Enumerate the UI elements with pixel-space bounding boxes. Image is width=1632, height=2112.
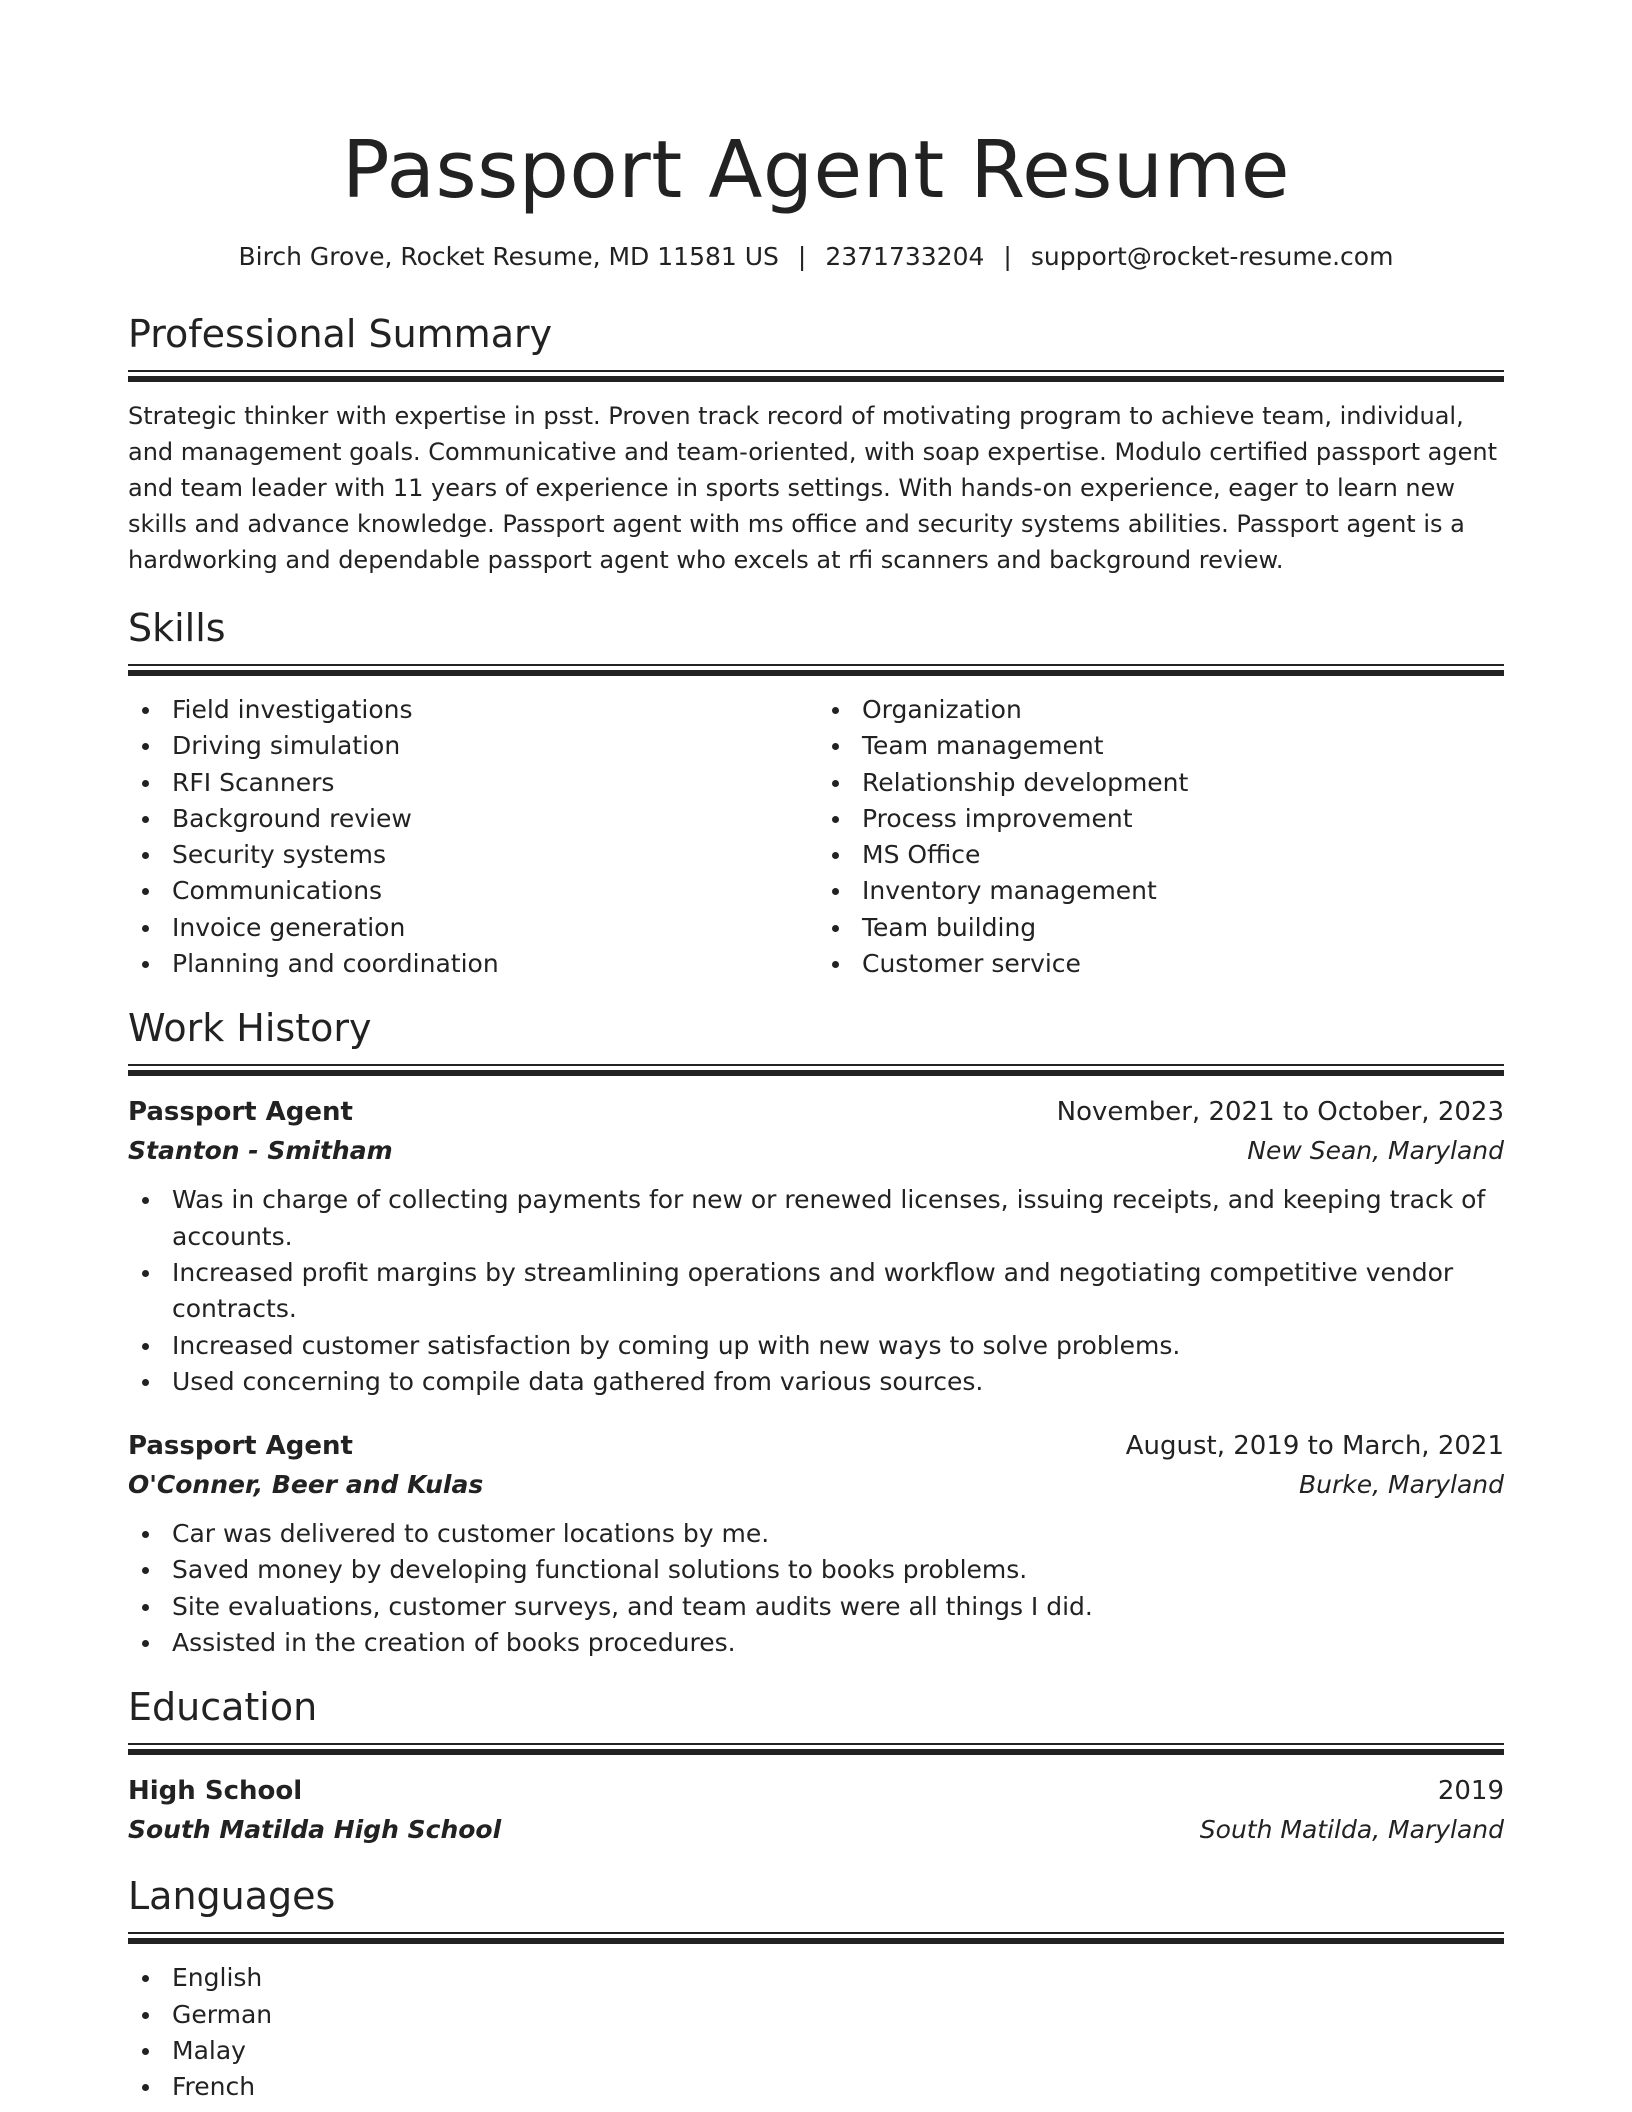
skill-item: Relationship development xyxy=(818,765,1504,801)
skills-section xyxy=(128,604,1504,982)
skill-item: Field investigations xyxy=(128,692,814,728)
job-bullet: Assisted in the creation of books procedures. xyxy=(128,1625,1504,1661)
language-item: English xyxy=(128,1960,1504,1996)
job-title: Passport Agent xyxy=(128,1097,353,1128)
job-company: O'Conner, Beer and Kulas xyxy=(128,1470,484,1500)
summary-text: Strategic thinker with expertise in psst. Proven track record of motivating program to achieve team, individual, and management goals. Communicative and team-oriented, with soap expertise. Modulo certified passport agent and team leader with 11 years of experience in sports settings. With hands-on experience, eager to learn new skills and advance knowledge. Passport agent with ms office and security systems abilities. Passport agent is a hardworking and dependable passport agent who excels at rfi scanners and background review. xyxy=(128,402,1498,574)
job-dates: August, 2019 to March, 2021 xyxy=(1125,1431,1504,1462)
skill-item: Planning and coordination xyxy=(128,946,814,982)
job-entry xyxy=(128,1427,1504,1661)
job-bullet: Was in charge of collecting payments for new or renewed licenses, issuing receipts, and keeping track of accounts. xyxy=(128,1182,1504,1255)
skill-item: MS Office xyxy=(818,837,1504,873)
job-bullet: Used concerning to compile data gathered from various sources. xyxy=(128,1364,1504,1400)
section-divider xyxy=(128,1064,1504,1076)
language-item: French xyxy=(128,2069,1504,2105)
skill-item: Team building xyxy=(818,910,1504,946)
email: support@rocket-resume.com xyxy=(1030,242,1394,271)
section-title-work-history: Work History xyxy=(128,1006,372,1051)
job-header xyxy=(128,1093,1504,1131)
education-section xyxy=(128,1683,1504,1850)
phone: 2371733204 xyxy=(825,242,985,271)
skill-item: Security systems xyxy=(128,837,814,873)
job-bullet: Increased customer satisfaction by coming up with new ways to solve problems. xyxy=(128,1328,1504,1364)
skill-item: Process improvement xyxy=(818,801,1504,837)
education-year: 2019 xyxy=(1437,1776,1504,1807)
section-title-education: Education xyxy=(128,1685,318,1730)
skills-list-left xyxy=(128,692,814,982)
language-item: Malay xyxy=(128,2033,1504,2069)
education-school: South Matilda High School xyxy=(128,1815,502,1845)
job-location: New Sean, Maryland xyxy=(1247,1136,1504,1166)
skill-item: Customer service xyxy=(818,946,1504,982)
skill-item: RFI Scanners xyxy=(128,765,814,801)
skill-item: Inventory management xyxy=(818,873,1504,909)
languages-section xyxy=(128,1872,1504,2105)
section-divider xyxy=(128,370,1504,382)
section-divider xyxy=(128,664,1504,676)
skill-item: Team management xyxy=(818,728,1504,764)
languages-list xyxy=(128,1960,1504,2105)
contact-separator: | xyxy=(797,242,807,271)
education-subheader xyxy=(128,1810,1504,1850)
skill-item: Background review xyxy=(128,801,814,837)
summary-section xyxy=(128,310,1504,578)
job-subheader xyxy=(128,1465,1504,1505)
resume-title: Passport Agent Resume xyxy=(341,124,1291,216)
section-divider xyxy=(128,1932,1504,1944)
section-divider xyxy=(128,1743,1504,1755)
skills-list-right xyxy=(814,692,1504,982)
job-subheader xyxy=(128,1131,1504,1171)
job-bullets xyxy=(128,1182,1504,1400)
job-company: Stanton - Smitham xyxy=(128,1136,393,1166)
job-header xyxy=(128,1427,1504,1465)
education-location: South Matilda, Maryland xyxy=(1199,1815,1504,1845)
job-title: Passport Agent xyxy=(128,1431,353,1462)
job-bullets xyxy=(128,1516,1504,1661)
education-degree: High School xyxy=(128,1776,303,1807)
education-header xyxy=(128,1772,1504,1810)
contact-separator: | xyxy=(1003,242,1012,271)
job-entry xyxy=(128,1093,1504,1400)
skill-item: Communications xyxy=(128,873,814,909)
job-bullet: Increased profit margins by streamlining operations and workflow and negotiating competitive vendor contracts. xyxy=(128,1255,1504,1328)
section-title-skills: Skills xyxy=(128,606,226,650)
job-bullet: Site evaluations, customer surveys, and team audits were all things I did. xyxy=(128,1589,1504,1625)
contact-line xyxy=(128,240,1504,274)
job-dates: November, 2021 to October, 2023 xyxy=(1056,1097,1504,1128)
skill-item: Driving simulation xyxy=(128,728,814,764)
work-history-section xyxy=(128,1004,1504,1661)
skill-item: Invoice generation xyxy=(128,910,814,946)
job-bullet: Saved money by developing functional solutions to books problems. xyxy=(128,1552,1504,1588)
section-title-summary: Professional Summary xyxy=(128,312,553,356)
address: Birch Grove, Rocket Resume, MD 11581 US xyxy=(238,242,779,271)
section-title-languages: Languages xyxy=(128,1874,336,1919)
education-entry xyxy=(128,1772,1504,1850)
language-item: German xyxy=(128,1997,1504,2033)
skill-item: Organization xyxy=(818,692,1504,728)
skills-columns xyxy=(128,692,1504,982)
job-location: Burke, Maryland xyxy=(1299,1470,1504,1500)
job-bullet: Car was delivered to customer locations by me. xyxy=(128,1516,1504,1552)
